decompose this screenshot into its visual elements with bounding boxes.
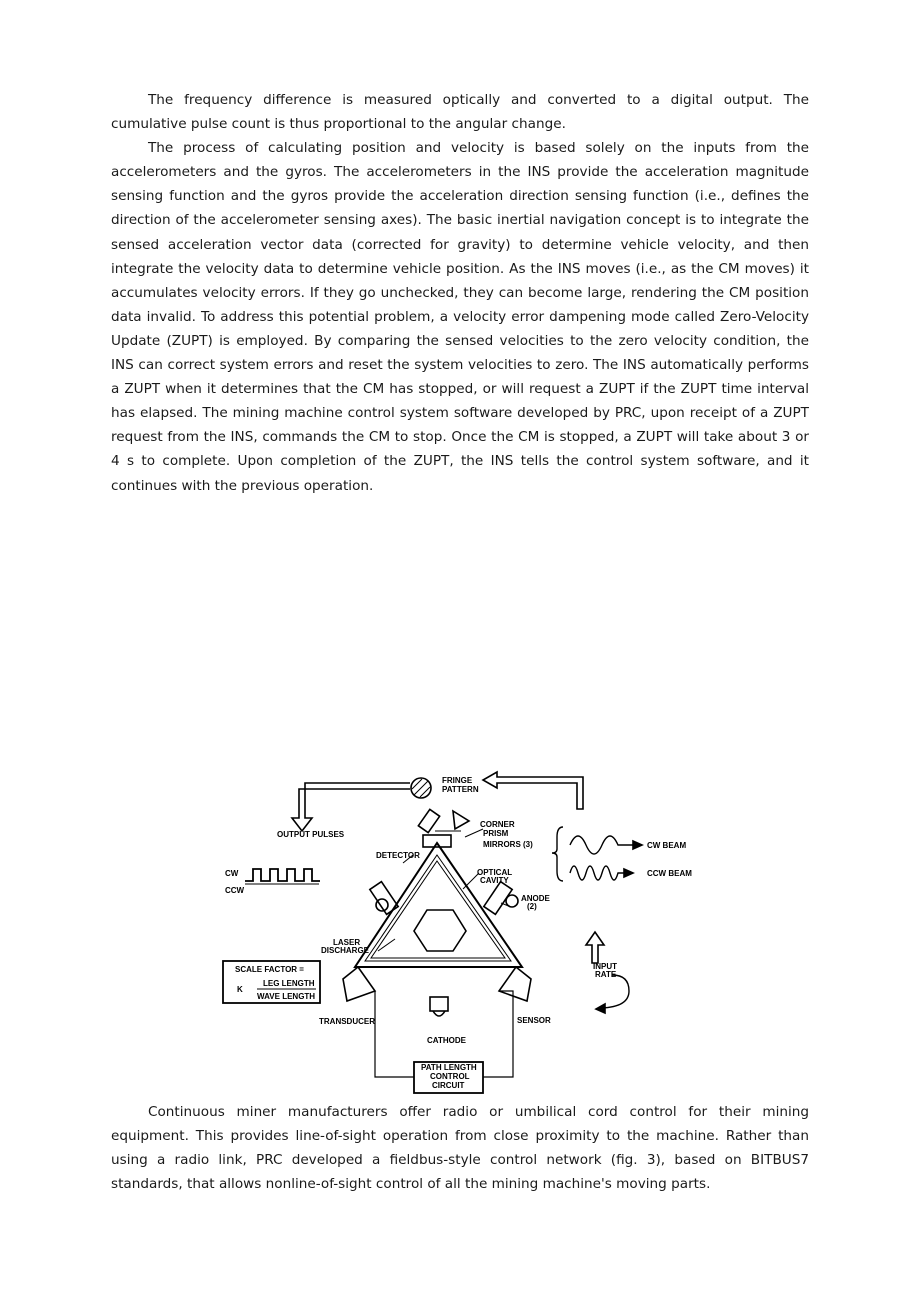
label-fringe: FRINGE: [442, 776, 473, 785]
label-detector: DETECTOR: [376, 851, 420, 860]
label-laser: LASER: [333, 938, 361, 947]
input-rate-arrow: [586, 932, 604, 963]
ring-laser-gyro-figure: [215, 765, 715, 1097]
body-text-top: [111, 88, 809, 498]
label-k: K: [237, 985, 243, 994]
paragraph: Continuous miner manufacturers offer radio or umbilical cord control for their mining equipment. This provides line-of-sight operation from close proximity to the machine. Rather than using a radio link, PRC developed a fieldbus-style control network (fig. 3), based on BITBUS7 standards, that allows nonline-of-sight control of all the mining machine's moving parts.: [111, 1104, 809, 1193]
right-hollow-arrow: [483, 772, 583, 809]
label-input: INPUT: [593, 962, 617, 971]
label-wave-length: WAVE LENGTH: [257, 992, 316, 1001]
right-anode: [484, 882, 512, 915]
label-corner: CORNER: [480, 820, 515, 829]
label-circuit: CIRCUIT: [432, 1081, 465, 1090]
label-anode-count: (2): [527, 902, 537, 911]
label-leg-length: LEG LENGTH: [263, 979, 315, 988]
label-rate: RATE: [595, 970, 617, 979]
body-text-bottom: [111, 1100, 809, 1196]
corner-prism: [453, 811, 469, 829]
label-cavity: CAVITY: [480, 876, 509, 885]
paragraph: The frequency difference is measured optically and converted to a digital output. The cumulative pulse count is thus proportional to the angular change.: [111, 92, 809, 133]
label-sensor: SENSOR: [517, 1016, 551, 1025]
label-pattern: PATTERN: [442, 785, 479, 794]
label-anode: ANODE: [521, 894, 550, 903]
figure-drawing: [215, 765, 715, 1097]
label-scale-factor: SCALE FACTOR =: [235, 965, 304, 974]
left-corner-block: [343, 967, 375, 1001]
cw-beam-wave: [570, 836, 633, 854]
left-anode: [370, 882, 398, 915]
label-ccw-beam: CCW BEAM: [647, 869, 692, 878]
label-control: CONTROL: [430, 1072, 470, 1081]
label-path-length: PATH LENGTH: [421, 1063, 477, 1072]
cathode-block: [430, 997, 448, 1011]
paragraph: The process of calculating position and velocity is based solely on the inputs from the accelerometers and the gyros. The accelerometers in the INS provide the acceleration magnitude sensing function and the gyros provide the acceleration direction sensing function (i.e., defines the direction of the accelerometer sensing axes). The basic inertial navigation concept is to integrate the sensed acceleration vector data (corrected for gravity) to determine vehicle velocity, and then integrate the velocity data to determine vehicle position. As the INS moves (i.e., as the CM moves) it accumulates velocity errors. If they go unchecked, they can become large, rendering the CM position data invalid. To address this potential problem, a velocity error dampening mode called Zero-Velocity Update (ZUPT) is employed. By comparing the sensed velocities to the zero velocity condition, the INS can correct system errors and reset the system velocities to zero. The INS automatically performs a ZUPT when it determines that the CM has stopped, or will request a ZUPT if the ZUPT time interval has elapsed. The mining machine control system software developed by PRC, upon receipt of a ZUPT request from the INS, commands the CM to stop. Once the CM is stopped, a ZUPT will take about 3 or 4 s to complete. Upon completion of the ZUPT, the INS tells the control system software, and it continues with the previous operation.: [111, 140, 809, 494]
label-cw: CW: [225, 869, 239, 878]
label-prism: PRISM: [483, 829, 509, 838]
right-corner-block: [499, 967, 531, 1001]
pulse-train: [245, 869, 320, 881]
label-optical: OPTICAL: [477, 868, 513, 877]
inner-block: [414, 910, 466, 951]
left-hollow-arrow: [292, 783, 410, 831]
label-ccw: CCW: [225, 886, 245, 895]
label-discharge: DISCHARGE: [321, 946, 370, 955]
label-cathode: CATHODE: [427, 1036, 466, 1045]
label-output-pulses: OUTPUT PULSES: [277, 830, 345, 839]
detector-element: [418, 809, 439, 832]
label-transducer: TRANSDUCER: [319, 1017, 375, 1026]
label-cw-beam: CW BEAM: [647, 841, 687, 850]
label-mirrors: MIRRORS (3): [483, 840, 533, 849]
top-mirror-block: [423, 835, 451, 847]
